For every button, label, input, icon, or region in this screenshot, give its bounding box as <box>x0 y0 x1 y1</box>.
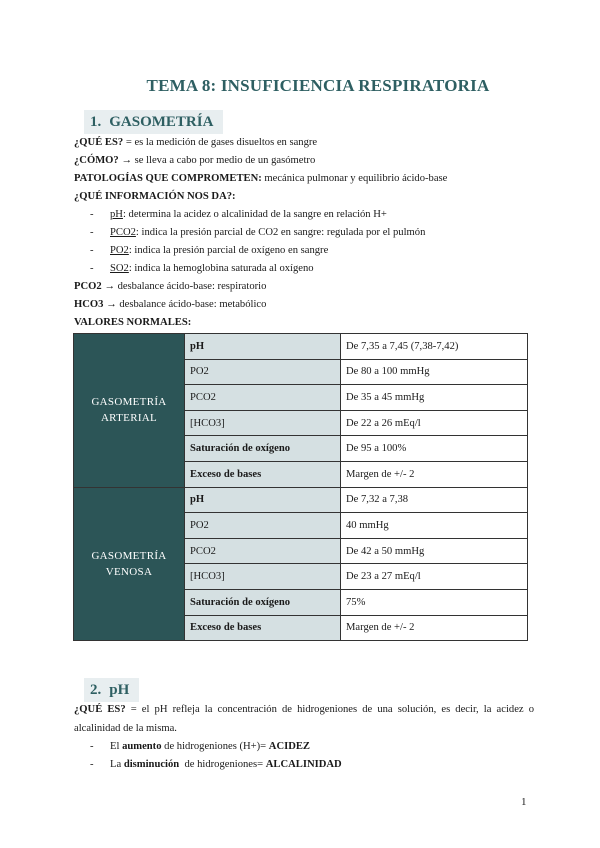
section-heading-ph <box>84 678 139 702</box>
bullet-term: SO2 <box>110 263 129 274</box>
value-cell: De 95 a 100% <box>341 436 528 462</box>
valores-line <box>74 316 191 330</box>
param-cell: Saturación de oxígeno <box>185 436 341 462</box>
value-cell: De 35 a 45 mmHg <box>341 385 528 411</box>
que-es-text: = el pH refleja la concentración de hidrogeniones de una solución, es decir, la acidez o alcalinidad de la misma. <box>74 704 534 734</box>
param-cell: Exceso de bases <box>185 461 341 487</box>
group-label-line1: GASOMETRÍA <box>91 549 167 562</box>
list-item <box>90 226 425 240</box>
bullet-bold-term: disminución <box>123 759 180 770</box>
value-cell: 75% <box>341 589 528 615</box>
informacion-line <box>74 190 236 204</box>
value-cell: De 42 a 50 mmHg <box>341 538 528 564</box>
que-es-text: = es la medición de gases disueltos en sangre <box>123 137 318 148</box>
bullet-term: PO2 <box>110 245 129 256</box>
param-cell: Exceso de bases <box>185 615 341 641</box>
param-cell: PO2 <box>185 359 341 385</box>
pco2-line <box>74 280 266 294</box>
como-text: → se lleva a cabo por medio de un gasómetro <box>118 155 316 166</box>
param-cell: PCO2 <box>185 385 341 411</box>
que-es-label: ¿QUÉ ES? <box>74 137 124 148</box>
bullet-text: de hidrogeniones (H+)= <box>161 741 269 752</box>
bullet-dash: - <box>90 759 94 770</box>
bullet-text: : indica la presión parcial de oxígeno en sangre <box>128 245 329 256</box>
param-cell: pH <box>185 487 341 513</box>
value-cell: 40 mmHg <box>341 513 528 539</box>
pco2-label: PCO2 <box>74 281 102 292</box>
section-number: 1. <box>90 114 102 130</box>
param-cell: PCO2 <box>185 538 341 564</box>
page-number: 1 <box>521 796 527 808</box>
bullet-text: La <box>110 759 124 770</box>
param-cell: [HCO3] <box>185 564 341 590</box>
normal-values-table <box>73 333 528 641</box>
bullet-result: ACIDEZ <box>268 741 311 752</box>
list-item <box>90 740 310 754</box>
value-cell: De 22 a 26 mEq/l <box>341 410 528 436</box>
table-row <box>74 487 528 513</box>
patologias-label: PATOLOGÍAS QUE COMPROMETEN: <box>74 173 262 184</box>
pco2-text: → desbalance ácido-base: respiratorio <box>101 281 267 292</box>
list-item <box>90 758 342 772</box>
section-title: GASOMETRÍA <box>109 114 214 130</box>
bullet-text: de hidrogeniones= <box>179 759 266 770</box>
list-item <box>90 262 314 276</box>
como-line <box>74 154 315 168</box>
como-label: ¿CÓMO? <box>74 155 119 166</box>
que-es-label: ¿QUÉ ES? <box>74 704 126 715</box>
value-cell: Margen de +/- 2 <box>341 461 528 487</box>
value-cell: De 23 a 27 mEq/l <box>341 564 528 590</box>
bullet-text: : indica la hemoglobina saturada al oxígeno <box>128 263 314 274</box>
group-cell-arterial <box>74 334 185 488</box>
bullet-dash: - <box>90 245 94 256</box>
ph-definition <box>74 700 534 738</box>
document-title: TEMA 8: INSUFICIENCIA RESPIRATORIA <box>146 76 490 95</box>
patologias-line <box>74 172 447 186</box>
group-cell-venosa <box>74 487 185 641</box>
bullet-text: : indica la presión parcial de CO2 en sangre: regulada por el pulmón <box>135 227 426 238</box>
table-row <box>74 334 528 360</box>
section-heading-gasometria <box>84 110 223 134</box>
section-title: pH <box>109 682 130 698</box>
bullet-term: pH <box>110 209 123 220</box>
valores-label: VALORES NORMALES: <box>74 317 192 328</box>
list-item <box>90 244 328 258</box>
bullet-dash: - <box>90 227 94 238</box>
bullet-dash: - <box>90 209 94 220</box>
value-cell: De 7,32 a 7,38 <box>341 487 528 513</box>
que-es-line <box>74 136 317 150</box>
param-cell: PO2 <box>185 513 341 539</box>
param-cell: pH <box>185 334 341 360</box>
value-cell: Margen de +/- 2 <box>341 615 528 641</box>
group-label-line2: ARTERIAL <box>100 412 158 425</box>
hco3-line <box>74 298 266 312</box>
bullet-dash: - <box>90 741 94 752</box>
bullet-dash: - <box>90 263 94 274</box>
hco3-label: HCO3 <box>74 299 104 310</box>
bullet-term: PCO2 <box>110 227 136 238</box>
informacion-label: ¿QUÉ INFORMACIÓN NOS DA?: <box>74 191 236 202</box>
hco3-text: → desbalance ácido-base: metabólico <box>103 299 267 310</box>
patologias-text: mecánica pulmonar y equilibrio ácido-base <box>261 173 448 184</box>
group-label-line1: GASOMETRÍA <box>91 396 167 409</box>
bullet-bold-term: aumento <box>122 741 162 752</box>
group-label-line2: VENOSA <box>105 565 153 578</box>
param-cell: [HCO3] <box>185 410 341 436</box>
value-cell: De 7,35 a 7,45 (7,38-7,42) <box>341 334 528 360</box>
list-item <box>90 208 387 222</box>
param-cell: Saturación de oxígeno <box>185 589 341 615</box>
bullet-result: ALCALINIDAD <box>265 759 342 770</box>
bullet-text: El <box>110 741 123 752</box>
section-number: 2. <box>90 682 102 698</box>
value-cell: De 80 a 100 mmHg <box>341 359 528 385</box>
bullet-text: : determina la acidez o alcalinidad de la sangre en relación H+ <box>122 209 387 220</box>
